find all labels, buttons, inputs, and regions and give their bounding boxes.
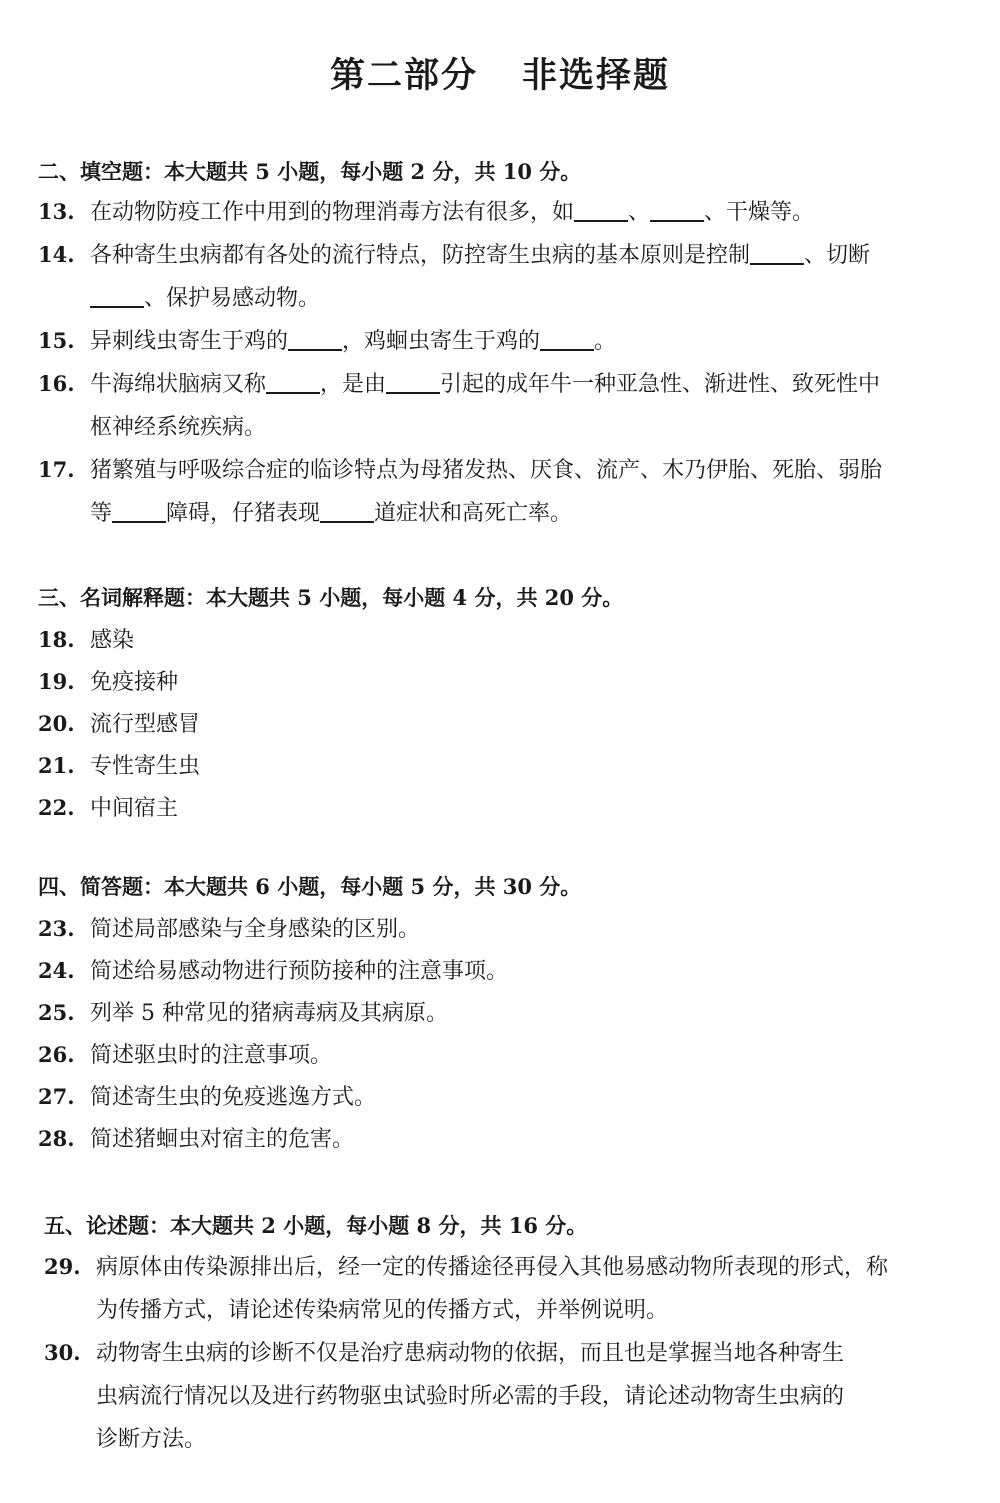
page-title: [0, 48, 1000, 98]
question-text: 牛海绵状脑病又称: [90, 372, 267, 397]
question-text: 猪繁殖与呼吸综合症的临诊特点为母猪发热、厌食、流产、木乃伊胎、死胎、弱胎: [90, 458, 883, 483]
question-number: 30.: [44, 1340, 81, 1365]
question-13: [38, 191, 968, 234]
question-text: 为传播方式，请论述传染病常见的传播方式，并举例说明。: [96, 1298, 669, 1323]
question-number: 24.: [38, 958, 75, 983]
question-number: 16.: [38, 371, 75, 396]
question-text: 病原体由传染源排出后，经一定的传播途径再侵入其他易感动物所表现的形式，称: [96, 1255, 889, 1280]
question-text: 、: [628, 200, 651, 225]
question-text: 等: [90, 501, 113, 526]
question-number: 22.: [38, 795, 75, 820]
question-text: 动物寄生虫病的诊断不仅是治疗患病动物的依据，而且也是掌握当地各种寄生: [96, 1341, 845, 1366]
question-text: 、切断: [804, 243, 871, 268]
question-text: 枢神经系统疾病。: [90, 415, 267, 440]
question-text: 简述寄生虫的免疫逃逸方式。: [90, 1085, 377, 1110]
question-text: 异刺线虫寄生于鸡的: [90, 329, 289, 354]
question-text: 流行型感冒: [90, 712, 201, 737]
question-text: 简述给易感动物进行预防接种的注意事项。: [90, 959, 509, 984]
question-text: 、保护易感动物。: [144, 286, 321, 311]
question-27: [38, 1076, 968, 1119]
question-number: 29.: [44, 1254, 81, 1279]
answer-blank: [288, 327, 342, 351]
question-text: 虫病流行情况以及进行药物驱虫试验时所必需的手段，请论述动物寄生虫病的: [96, 1384, 845, 1409]
question-29: [44, 1246, 974, 1332]
section-heading-essay: 五、论述题：本大题共 2 小题，每小题 8 分，共 16 分。: [44, 1213, 588, 1238]
question-text: 。: [594, 329, 617, 354]
question-text: 障碍，仔猪表现: [166, 501, 321, 526]
question-text: 感染: [90, 628, 135, 653]
answer-blank: [540, 327, 594, 351]
title-section: 非选择题: [522, 56, 671, 96]
question-text: 道症状和高死亡率。: [374, 501, 573, 526]
question-text: 诊断方法。: [96, 1427, 207, 1452]
question-text: ，是由: [320, 372, 387, 397]
question-number: 18.: [38, 627, 75, 652]
question-text: 在动物防疫工作中用到的物理消毒方法有很多，如: [90, 200, 575, 225]
question-number: 27.: [38, 1084, 75, 1109]
question-text: ，鸡蛔虫寄生于鸡的: [342, 329, 541, 354]
question-18: [38, 619, 968, 662]
question-14: [38, 234, 968, 320]
question-26: [38, 1034, 968, 1077]
question-text: 中间宿主: [90, 796, 179, 821]
question-25: [38, 992, 968, 1035]
question-text: 列举 5 种常见的猪病毒病及其病原。: [90, 1001, 448, 1026]
question-text: 各种寄生虫病都有各处的流行特点，防控寄生虫病的基本原则是控制: [90, 243, 751, 268]
question-text: 、干燥等。: [704, 200, 815, 225]
question-number: 25.: [38, 1000, 75, 1025]
question-text: 引起的成年牛一种亚急性、渐进性、致死性中: [440, 372, 881, 397]
question-19: [38, 661, 968, 704]
question-16: [38, 363, 968, 449]
question-text: 简述驱虫时的注意事项。: [90, 1043, 333, 1068]
question-number: 23.: [38, 916, 75, 941]
question-text: 简述局部感染与全身感染的区别。: [90, 917, 421, 942]
question-23: [38, 908, 968, 951]
question-number: 21.: [38, 753, 75, 778]
question-number: 14.: [38, 242, 75, 267]
question-30: [44, 1332, 974, 1461]
answer-blank: [90, 284, 144, 308]
question-20: [38, 703, 968, 746]
question-text: 专性寄生虫: [90, 754, 201, 779]
answer-blank: [320, 499, 374, 523]
question-number: 13.: [38, 199, 75, 224]
answer-blank: [386, 370, 440, 394]
answer-blank: [112, 499, 166, 523]
section-heading-short: 四、简答题：本大题共 6 小题，每小题 5 分，共 30 分。: [38, 874, 582, 899]
title-part: 第二部分: [329, 56, 478, 96]
question-number: 17.: [38, 457, 75, 482]
answer-blank: [750, 241, 804, 265]
question-28: [38, 1118, 968, 1161]
question-number: 19.: [38, 669, 75, 694]
question-number: 20.: [38, 711, 75, 736]
question-24: [38, 950, 968, 993]
question-number: 15.: [38, 328, 75, 353]
question-21: [38, 745, 968, 788]
answer-blank: [266, 370, 320, 394]
question-15: [38, 320, 968, 363]
section-heading-terms: 三、名词解释题：本大题共 5 小题，每小题 4 分，共 20 分。: [38, 585, 624, 610]
question-17: [38, 449, 968, 535]
answer-blank: [574, 198, 628, 222]
section-heading-fill: 二、填空题：本大题共 5 小题，每小题 2 分，共 10 分。: [38, 159, 582, 184]
question-22: [38, 787, 968, 830]
question-text: 简述猪蛔虫对宿主的危害。: [90, 1127, 355, 1152]
question-number: 26.: [38, 1042, 75, 1067]
question-text: 免疫接种: [90, 670, 179, 695]
question-number: 28.: [38, 1126, 75, 1151]
answer-blank: [650, 198, 704, 222]
